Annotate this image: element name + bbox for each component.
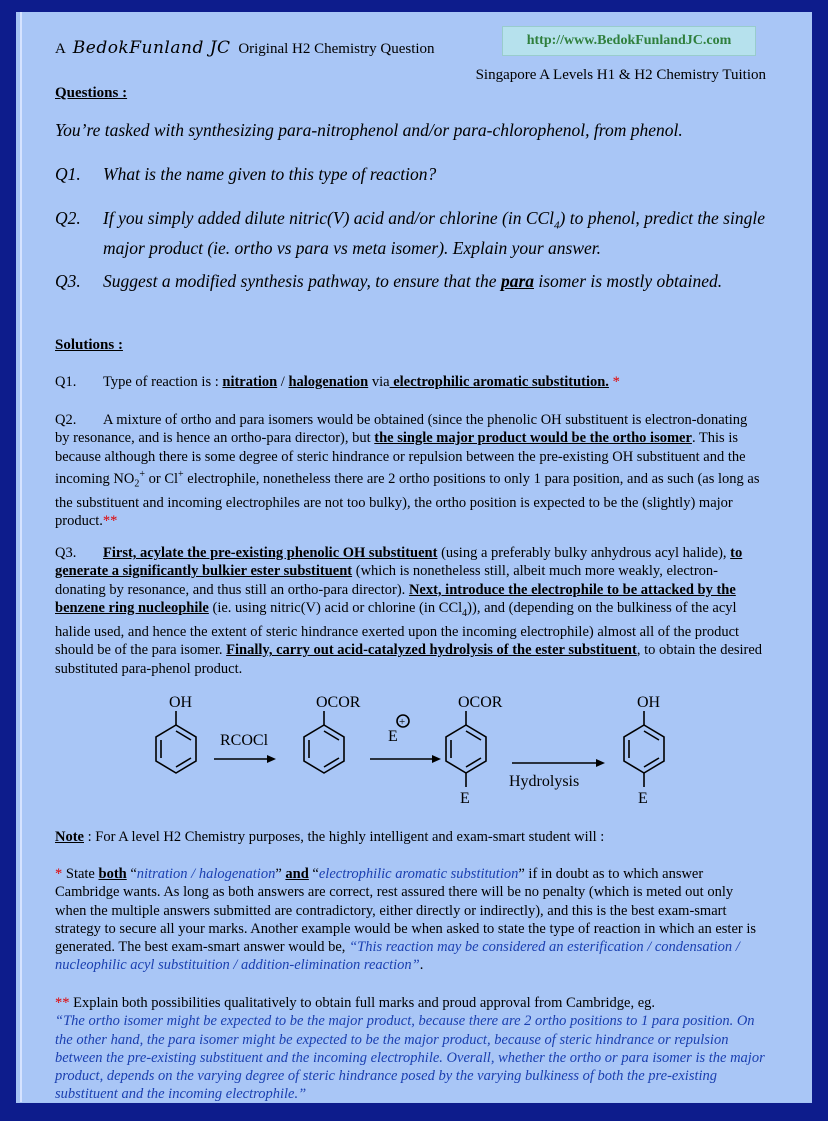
note-point-1: * State both “nitration / halogenation” and “electrophilic aromatic substitution” if in doubt as to which answer Cambridge wants. As long as both answers are correct, rest assured there will be no penalty (which is meted out only when the multiple answers submitted are contradictory, either directly or indirectly), and this is the best exam-smart strategy to secure all your marks. Another example would be when asked to state the type of reaction in which an ester is generated. The best exam-smart answer would be, “This reaction may be considered an esterification / condensation / nucleophilic acyl substituition / addition-elimination reaction”. <box>55 866 757 974</box>
e-label-2: E <box>460 790 470 807</box>
solutions-heading: Solutions : <box>55 337 123 353</box>
note-intro: Note : For A level H2 Chemistry purposes, the highly intelligent and exam-smart student will : <box>55 829 605 845</box>
solution-1: Q1. Type of reaction is : nitration / halogenation via electrophilic aromatic substitution. * <box>55 374 620 390</box>
question-3-number: Q3. <box>55 271 81 291</box>
question-1 <box>55 163 770 185</box>
question-intro-text: You’re tasked with synthesizing para-nitrophenol and/or para-chlorophenol, from phenol. <box>55 120 683 140</box>
arrowhead-3 <box>596 759 605 767</box>
note-point-2: ** Explain both possibilities qualitatively to obtain full marks and proud approval from Cambridge, eg. “The ortho isomer might be expected to be the major product, because there are 2 ortho positions to 1 para position. On the other hand, the para isomer might be expected to be the major product, because of steric hindrance or repulsion between the pre-existing substituent and the incoming electrophile. Overall, whether the ortho or para isomer is the major product, depends on the varying degree of steric hindrance posed by the varying bulkiness of both the pre-existing substituent and the incoming electrophile.” <box>55 995 765 1103</box>
question-2 <box>55 207 770 259</box>
substituted-ester-ring <box>446 711 486 787</box>
ester-ring <box>304 711 344 773</box>
electrophile-label: E <box>388 728 398 745</box>
ocor-label-2: OCOR <box>458 694 503 711</box>
plus-charge: + <box>399 716 406 728</box>
question-2-text: If you simply added dilute nitric(V) acid and/or chlorine (in CCl$_4$) to phenol, predict the single major product (ie. ortho vs para vs meta isomer). Explain your answer. <box>103 208 765 258</box>
header-suffix: Original H2 Chemistry Question <box>238 41 435 57</box>
header-prefix: A <box>55 41 66 57</box>
frame-top <box>0 0 828 12</box>
frame-bottom <box>0 1103 828 1121</box>
question-3 <box>55 270 770 292</box>
question-2-number: Q2. <box>55 208 81 228</box>
frame-left <box>0 0 16 1121</box>
question-1-text: What is the name given to this type of reaction? <box>103 164 437 184</box>
frame-right <box>812 0 828 1121</box>
brand-logo: BedokFunland JC <box>72 38 231 58</box>
oh-label-1: OH <box>169 694 193 711</box>
website-link[interactable]: http://www.BedokFunlandJC.com <box>502 26 756 56</box>
ocor-label-1: OCOR <box>316 694 361 711</box>
question-1-number: Q1. <box>55 164 81 184</box>
page-header <box>55 38 435 58</box>
arrowhead-1 <box>267 755 276 763</box>
reaction-scheme <box>22 687 812 827</box>
reagent-hydrolysis: Hydrolysis <box>509 773 580 790</box>
question-intro <box>55 119 770 141</box>
reagent-rcocl: RCOCl <box>220 732 269 749</box>
phenol-ring <box>156 711 196 773</box>
solution-3: Q3. First, acylate the pre-existing phenolic OH substituent (using a preferably bulky anhydrous acyl halide), to generate a significantly bulkier ester substituent (which is nonetheless still, albeit much more weakly, electron-donating by resonance, and thus still an ortho-para director). Next, introduce the electrophile to be attacked by the benzene ring nucleophile (ie. using nitric(V) acid or chlorine (in CCl$_4$)), and (depending on the bulkiness of the acyl halide used, and hence the extent of steric hindrance exerted upon the incoming electrophile) almost all of the product should be of the para isomer. Finally, carry out acid-catalyzed hydrolysis of the ester substituent, to obtain the desired substituted para-phenol product. <box>55 545 763 677</box>
oh-label-2: OH <box>637 694 661 711</box>
solution-2: Q2. A mixture of ortho and para isomers would be obtained (since the phenolic OH substituent is electron-donating by resonance, and is hence an ortho-para director), but the single major product would be the ortho isomer. This is because although there is some degree of steric hindrance or repulsion between the pre-existing OH substituent and the incoming $NO_2^+$ or Cl+ electrophile, nonetheless there are 2 ortho positions to only 1 para position, and as such (as long as the substituent and incoming electrophiles are not too bulky), the ortho position is expected to be the (slightly) major product.** <box>55 412 760 530</box>
tuition-tagline: Singapore A Levels H1 & H2 Chemistry Tuition <box>475 67 766 83</box>
para-phenol-ring <box>624 711 664 787</box>
question-3-text: Suggest a modified synthesis pathway, to ensure that the para isomer is mostly obtained. <box>103 271 723 291</box>
document-page <box>20 12 812 1102</box>
questions-heading: Questions : <box>55 85 128 101</box>
e-label-3: E <box>638 790 648 807</box>
arrowhead-2 <box>432 755 441 763</box>
